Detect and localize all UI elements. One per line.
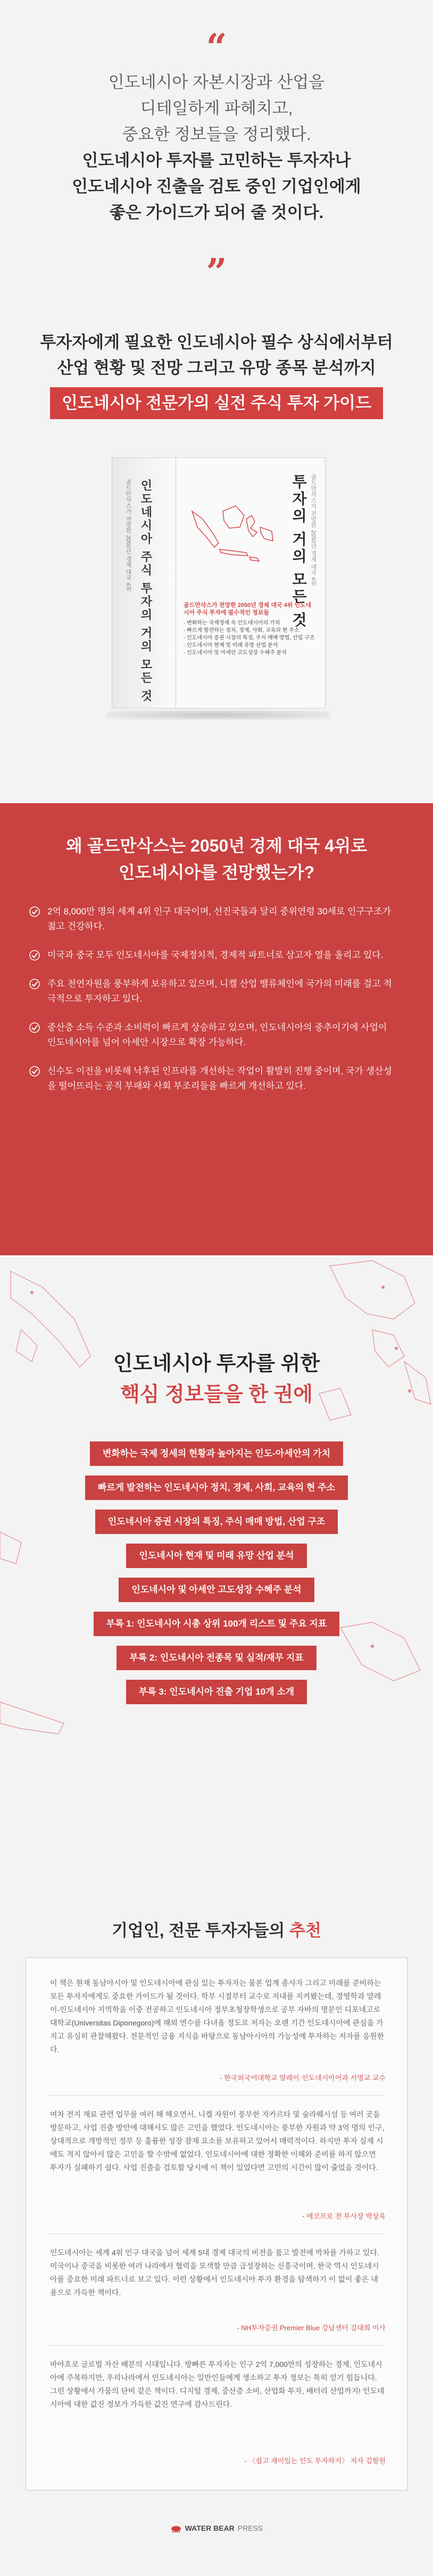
divider <box>47 2233 386 2234</box>
book-spine-subtitle: 골드만삭스가 전망한 2050년 경제 대국 4위 <box>125 479 131 591</box>
contents-list <box>0 1441 433 1714</box>
list-item-text: 주요 천연자원을 풍부하게 보유하고 있으며, 니켈 산업 밸류체인에 국가의 미래를 걸고 적극적으로 투자하고 있다. <box>47 979 392 1004</box>
divider <box>47 2095 386 2096</box>
check-icon <box>29 979 40 989</box>
recommend-box <box>26 1957 407 2490</box>
contents-item: 인도네시아 및 아세안 고도성장 수혜주 분석 <box>119 1578 314 1602</box>
check-icon <box>29 906 40 917</box>
pitch-line: 투자자에게 필요한 인도네시아 필수 상식에서부터 <box>40 333 393 352</box>
close-quote-icon: ” <box>206 251 227 294</box>
intro-line: 디테일하게 파헤치고, <box>140 99 293 118</box>
contents-item: 부록 2: 인도네시아 전종목 및 실적/재무 지표 <box>116 1646 316 1670</box>
book-cover-blurb-item: · 인도네시아 현재 및 미래 유망 산업 분석 <box>184 643 278 648</box>
book-cover-blurb-item: · 빠르게 발전하는 정치, 경제, 사회, 교육의 현 주소 <box>184 628 299 633</box>
contents-item: 인도네시아 현재 및 미래 유망 산업 분석 <box>126 1544 306 1568</box>
why-indonesia-title-line: 인도네시아를 전망했는가? <box>118 863 315 882</box>
contents-title-line: 인도네시아 투자를 위한 <box>113 1353 320 1375</box>
recommend-source: - 에코프로 전 부사장 박상욱 <box>302 2212 386 2220</box>
list-item <box>29 904 396 934</box>
intro-line: 중요한 정보들을 정리했다. <box>122 125 311 144</box>
contents-item: 부록 1: 인도네시아 시총 상위 100개 리스트 및 주요 지표 <box>94 1612 339 1636</box>
contents-title-line: 핵심 정보들을 한 권에 <box>120 1383 313 1406</box>
why-indonesia-title <box>0 832 433 886</box>
check-icon <box>29 950 40 961</box>
book-front <box>176 457 326 708</box>
book-cover-blurb-item: · 인도네시아 및 아세안 고도성장 수혜주 분석 <box>184 650 287 656</box>
list-item-text: 2억 8,000만 명의 세계 4위 인구 대국이며, 선진국들과 달리 중위연령 30세로 인구구조가 젊고 건강하다. <box>47 906 392 931</box>
recommend-source: - 〈쉽고 재미있는 인도 투자하지〉 저자 김항원 <box>244 2457 386 2465</box>
intro-strong-line: 좋은 가이드가 되어 줄 것이다. <box>109 203 324 222</box>
footer <box>0 2524 433 2535</box>
check-icon <box>29 1066 40 1077</box>
publisher-name: WATER BEAR <box>185 2524 235 2532</box>
recommend-title-prefix: 기업인, 전문 투자자들의 <box>112 1921 289 1940</box>
book-cover <box>112 457 324 707</box>
recommend-title-highlight: 추천 <box>289 1921 321 1940</box>
book-cover-blurb <box>184 602 317 657</box>
recommend-text: 여차 전지 재료 관련 업무를 여러 해 해오면서, 니켈 자원이 풍부한 자카르타 및 술라웨시섬 등 여러 곳을 방문하고, 사업 진출 방안에 대해서도 많은 고민을 했었다. 인도네시아는 풍부한 자원과 약 3억 명의 인구, 상대적으로 개방적인 정부 등 훌륭한 성장 잠재 요소를 보유하고 있어서 매력적이다. 하지만 투자 실제 시에도 적지 않아서 많은 고민을 할 수밖에 없었다. 인도네시아에 대한 정확한 이해와 준비를 하지 않으면 투자가 실패하기 쉽다. 사업 진출을 검토할 당시에 이 책이 있었다면 고민의 시간이 많이 줄었을 것이다. <box>50 2110 385 2172</box>
publisher-suffix: PRESS <box>237 2524 263 2532</box>
list-item <box>29 1064 396 1094</box>
recommend-source: - 한국외국어대학교 말레이·인도네시아어과 서명교 교수 <box>220 2074 386 2082</box>
list-item-text: 중산층 소득 수준과 소비력이 빠르게 상승하고 있으며, 인도네시아의 중추이기에 사업이 인도네시아를 넘어 아세안 시장으로 확장 가능하다. <box>47 1022 387 1047</box>
indonesia-map-icon <box>187 490 277 580</box>
recommend-header <box>0 1915 433 1957</box>
list-item <box>29 977 396 1006</box>
pitch-block <box>0 330 433 419</box>
publisher-logo <box>170 2524 263 2532</box>
book-subtitle: 골드만삭스가 전망한 2050년 경제 대국 4위 <box>310 474 317 586</box>
list-item <box>29 948 396 963</box>
contents-item: 부록 3: 인도네시아 진출 기업 10개 소개 <box>126 1680 307 1704</box>
contents-item: 빠르게 발전하는 인도네시아 정치, 경제, 사회, 교육의 현 주소 <box>85 1475 348 1500</box>
pitch-line: 산업 현황 및 전망 그리고 유망 종목 분석까지 <box>57 359 376 377</box>
open-quote-icon: “ <box>206 26 227 69</box>
contents-title <box>0 1348 433 1410</box>
recommend-source: - NH투자증권 Premier Blue 강남센터 김대희 이사 <box>237 2324 386 2332</box>
recommend-text: 바야흐로 글로벌 자산 배분의 시대입니다. 방빠른 투자자는 인구 2억 7,000만의 성장하는 경제, 인도네시아에 주목하지만, 우리나라에서 인도네시아는 일반인들에게 생소하고 투자 정보는 특히 얻기 힘듭니다. 그런 상황에서 가뭄의 단비 같은 책이다. 디지털 경제, 중산층 소비, 산업화 투자, 배터리 산업까지! 인도네시아에 대한 값진 정보가 가득한 값진 연구에 감사드린다. <box>50 2360 385 2408</box>
contents-item: 인도네시아 증권 시장의 특징, 주식 매매 방법, 산업 구조 <box>95 1510 338 1534</box>
why-indonesia-list <box>29 904 396 1107</box>
list-item <box>29 1020 396 1050</box>
intro-text <box>0 69 433 226</box>
intro-strong-line: 인도네시아 진출을 검토 중인 기업인에게 <box>72 177 361 196</box>
why-indonesia-section <box>0 803 433 1255</box>
list-item-text: 미국과 중국 모두 인도네시아를 국제정치적, 경제적 파트너로 삼고자 열을 올리고 있다. <box>47 950 384 960</box>
book-shadow <box>106 710 330 720</box>
water-bear-logo-icon <box>170 2524 182 2532</box>
book-spine-title: 인도네시아 주식 투자의 거의 모든 것 <box>139 479 153 703</box>
intro-strong-line: 인도네시아 투자를 고민하는 투자자나 <box>82 151 351 170</box>
pitch-banner: 인도네시아 전문가의 실전 주식 투자 가이드 <box>50 387 383 419</box>
contents-section <box>0 1255 433 1910</box>
recommend-text: 이 책은 현재 동남아시아 및 인도네시아에 관심 있는 투자자는 물론 업계 종사자 그리고 미래를 준비하는 모든 투자자에게도 중요한 가이드가 될 것이다. 학부 시절부터 교수로 지내를 지켜봤는데, 경영학과 말레이-인도네시아 지역학을 이중 전공하고 인도네시아 정부초청장학생으로 공부 자바의 명문인 디포네고로 대학교(Universitas Diponegoro)에 해외 연수를 다녀올 정도로 저자는 오랜 기간 인도네시아에 관심을 가지고 유심히 관찰해왔다. 전문적인 금융 지식을 바탕으로 동남아시아의 가능성에 투자하는 저자를 응원한다. <box>50 1979 385 2054</box>
check-icon <box>29 1022 40 1033</box>
recommend-text: 인도네시아는 세계 4위 인구 대국을 넘어 세계 5대 경제 대국의 비전을 품고 발전에 박차를 가하고 있다. 미국이나 중국을 비롯한 여러 나라에서 협력을 모색할 만큼 급성장하는 신흥국이며, 한국 역시 인도네시아를 중요한 미래 파트너로 보고 있다. 이런 상황에서 인도네시아 투자 환경을 탐색하기 이 없이 좋은 내용으로 가득한 책이다. <box>50 2248 379 2297</box>
recommend-title <box>0 1915 433 1947</box>
intro-line: 인도네시아 자본시장과 산업을 <box>108 73 325 91</box>
book-cover-blurb-item: · 인도네시아 증권 시장의 특징, 주식 매매 방법, 산업 구조 <box>184 635 315 641</box>
book-cover-blurb-item: · 변화하는 국제정세 속 인도네시아의 가치 <box>184 620 280 626</box>
contents-item: 변화하는 국제 정세의 현황과 높아지는 인도-아세안의 가치 <box>90 1441 343 1466</box>
book-title: 투자의 거의 모든 것 <box>290 474 307 629</box>
list-item-text: 신수도 이전을 비롯해 낙후된 인프라를 개선하는 작업이 활발히 진행 중이며, 국가 생산성을 떨어뜨리는 공직 부패와 사회 부조리들을 빠르게 개선하고 있다. <box>47 1066 392 1091</box>
why-indonesia-title-line: 왜 골드만삭스는 2050년 경제 대국 4위로 <box>65 836 368 855</box>
book-spine <box>112 457 177 708</box>
book-cover-blurb-title: 골드만삭스가 전망한 2050년 경제 대국 4위 인도네시아 주식 투자에 필수적인 정보들 <box>184 602 312 616</box>
divider <box>47 2345 386 2346</box>
